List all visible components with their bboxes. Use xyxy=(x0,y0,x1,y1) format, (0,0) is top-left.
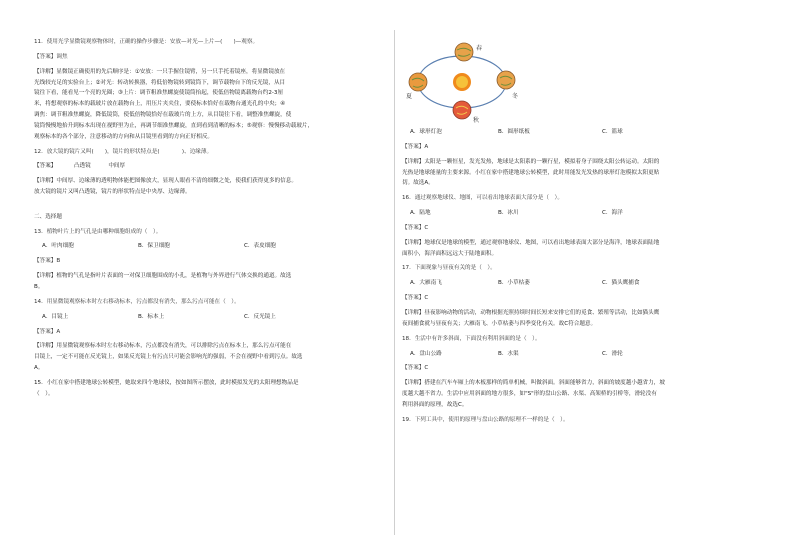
question-13: 13．植物叶片上的气孔是由哪种细胞组成的（ ）。 xyxy=(34,228,162,235)
detail-18 xyxy=(402,379,762,409)
answer-17: 【答案】C xyxy=(402,295,429,302)
option-b: B．水渠 xyxy=(498,350,519,357)
answer-13: 【答案】B xyxy=(34,258,61,265)
option-a: A．陆地 xyxy=(410,210,431,217)
label-summer: 夏 xyxy=(406,93,413,100)
option-c: C．滑轮 xyxy=(602,350,623,357)
detail-15 xyxy=(402,158,762,188)
option-c: C．猫头鹰捕食 xyxy=(602,280,640,287)
options-16 xyxy=(402,209,762,218)
answer-12 xyxy=(34,162,384,171)
question-15 xyxy=(34,379,384,399)
options-17 xyxy=(402,279,762,288)
detail-18-line: 【详解】搭建在汽车车厢上的木板那样的简单机械，叫做斜面。斜面能够省力，斜面的坡度越小越省力，坡 xyxy=(402,380,665,387)
option-b: B．保卫细胞 xyxy=(138,243,170,250)
detail-14-line: A。 xyxy=(34,365,44,372)
question-18: 18．生活中有许多斜面，下面没有利用斜面的是（ ）。 xyxy=(402,335,541,342)
option-a: A．目镜上 xyxy=(42,313,69,320)
detail-12-line: 【详解】中间厚、边缘薄的透明物体能把图像放大，显现人眼看不清的细微之处，使我们获得更多的信息。 xyxy=(34,178,297,185)
detail-11 xyxy=(34,68,384,142)
question-12: 12．放大镜的镜片又叫( )，镜片的形状特点是( )、边缘薄。 xyxy=(34,148,213,155)
detail-15-line: 【详解】太阳是一颗恒星，发光发热，地球是太阳系的一颗行星，模拟着身子围绕太阳公转运动。太阳的 xyxy=(402,158,660,165)
globe-spring-icon xyxy=(455,43,473,61)
options-13 xyxy=(34,242,384,251)
detail-15-line: 光热是地球能量的主要来源。小红在家中搭建地球公转模型，此时用能发光发热的球形灯泡模拟太阳更贴 xyxy=(402,169,660,176)
answer-11: 【答案】调焦 xyxy=(34,53,68,60)
option-c: C．海洋 xyxy=(602,210,623,217)
globe-autumn-icon xyxy=(453,101,471,119)
option-c: C．表皮细胞 xyxy=(244,243,276,250)
detail-16-line: 面积小，海洋面积远远大于陆地面积。 xyxy=(402,250,498,257)
detail-14 xyxy=(34,342,384,372)
globe-summer-icon xyxy=(409,73,427,91)
question-16: 16．通过观察地球仪、地图，可以看出地球表面大部分是（ ）。 xyxy=(402,195,563,202)
column-divider xyxy=(394,30,395,535)
question-19: 19．下列工具中，使用的原理与盘山公路的原理不一样的是（ ）。 xyxy=(402,416,569,423)
left-column xyxy=(34,38,384,405)
detail-11-line: 观察标本的各个部分，注意移动的方向和从目镜里看到的方向正好相反。 xyxy=(34,133,214,140)
option-a: A．球形灯泡 xyxy=(410,129,442,135)
option-a: A．叶肉细胞 xyxy=(42,243,74,250)
globe-winter-icon xyxy=(497,71,515,89)
question-14: 14．用显微镜观察标本时左右移动标本，污点都没有消失，那么污点可能在（ ）。 xyxy=(34,298,240,305)
answer-15: 【答案】A xyxy=(402,143,429,150)
options-15 xyxy=(402,128,762,137)
option-a: A．盘山公路 xyxy=(410,350,442,357)
detail-12-line: 放大镜的镜片又叫凸透镜，镜片的形状特点是中央厚、边缘薄。 xyxy=(34,189,191,196)
detail-14-line: 目镜上，一定不可能在反光镜上，如果反光镜上有污点只可能会影响光的强弱，不会在视野中看到污点。故选 xyxy=(34,354,303,361)
label-winter: 冬 xyxy=(512,93,519,100)
detail-13-line: 【详解】植物的气孔是指叶片表面的一对保卫细胞围成的小孔，是植物与外界进行气体交换的通道。故选 xyxy=(34,273,292,280)
detail-18-line: 利用斜面的原理，故选C。 xyxy=(402,401,468,408)
label-autumn: 秋 xyxy=(473,117,480,124)
option-b: B．小草枯萎 xyxy=(498,280,530,287)
answer-blank-1: 凸透镜 xyxy=(73,163,91,170)
option-b: B．标本上 xyxy=(138,313,165,320)
detail-16 xyxy=(402,239,762,259)
sun-icon xyxy=(453,73,471,91)
detail-17 xyxy=(402,309,762,329)
earth-orbit-figure xyxy=(404,40,529,125)
answer-18: 【答案】C xyxy=(402,365,429,372)
answer-14: 【答案】A xyxy=(34,328,61,335)
question-11: 11．使用光学显微镜观察物体时，正确的操作步骤是：安放—对光—上片—( )—观察。 xyxy=(34,39,259,45)
section-heading: 二、选择题 xyxy=(34,213,62,220)
detail-12 xyxy=(34,177,384,197)
detail-13 xyxy=(34,272,384,292)
detail-16-line: 【详解】地球仪是地球的模型，通过观察地球仪、地图，可以看出地球表面大部分是海洋，地球表面陆地 xyxy=(402,239,660,246)
detail-11-line: 镜筒慢慢地抬升到标本出现在视野里为止，再调节细准焦螺旋，直到看到清晰的标本；⑤观察：慢慢移动载玻片， xyxy=(34,122,314,129)
options-14 xyxy=(34,313,384,322)
question-15-line: 15．小红在家中搭建地球公转模型，她取来四个地球仪，按如图所示摆放，此时模拟发光的太阳理想物品是 xyxy=(34,379,299,386)
detail-11-line: 【详解】显微镜正确使用的先后顺序是：①安放：一只手握住镜臂，另一只手托着镜座，将显微镜放在 xyxy=(34,68,286,75)
detail-11-line: 光线较充足的实验台上；②对光：转动转换器，将低倍物镜转到镜筒下，调节载物台下的反光镜，从目 xyxy=(34,79,286,86)
option-b: B．冰川 xyxy=(498,210,519,217)
detail-18-line: 度越大越不省力。生活中应用斜面的地方很多，如"S"形的盘山公路、水渠、高架桥的引桥等，滑轮没有 xyxy=(402,391,657,398)
option-b: B．圆形纸板 xyxy=(498,129,530,135)
right-column xyxy=(402,128,762,431)
answer-16: 【答案】C xyxy=(402,224,429,231)
answer-blank-2: 中间厚 xyxy=(108,163,126,170)
detail-11-line: 镜往下看，能看见一个亮的光圈；③上片：调节粗准焦螺旋使镜筒抬起，使低倍物镜离载物台约2-3厘 xyxy=(34,90,284,97)
detail-11-line: 米，将想观察的标本的载玻片放在载物台上，用压片夹夹住，要使标本恰好在载物台通光孔的中央；④ xyxy=(34,101,286,108)
question-15-line: （ ）。 xyxy=(34,390,54,397)
question-17: 17．下面现象与昼夜有关的是（ ）。 xyxy=(402,265,496,272)
detail-15-line: 切。故选A。 xyxy=(402,180,434,187)
detail-17-line: 夜间捕食就与昼夜有关；大雁南飞、小草枯萎与四季变化有关。故C符合题意。 xyxy=(402,320,597,327)
label-spring: 春 xyxy=(476,45,483,52)
detail-11-line: 调焦：调节粗准焦螺旋，降低镜筒，使低倍物镜恰好在载玻片的上方，从目镜往下看，调整准焦螺旋，使 xyxy=(34,112,292,119)
option-a: A．大雁南飞 xyxy=(410,280,442,287)
detail-13-line: B。 xyxy=(34,284,44,290)
option-c: C．篮球 xyxy=(602,129,623,135)
option-c: C．反光镜上 xyxy=(244,313,276,320)
detail-17-line: 【详解】昼夜影响动物的活动，动物根据光照持续时间长短来安排它们的觅食、繁殖等活动，比如猫头鹰 xyxy=(402,309,660,316)
answer-label: 【答案】 xyxy=(34,163,57,170)
detail-14-line: 【详解】用显微镜观察标本时左右移动标本，污点都没有消失，可以排除污点在标本上，那么污点可能在 xyxy=(34,343,292,350)
options-18 xyxy=(402,350,762,359)
